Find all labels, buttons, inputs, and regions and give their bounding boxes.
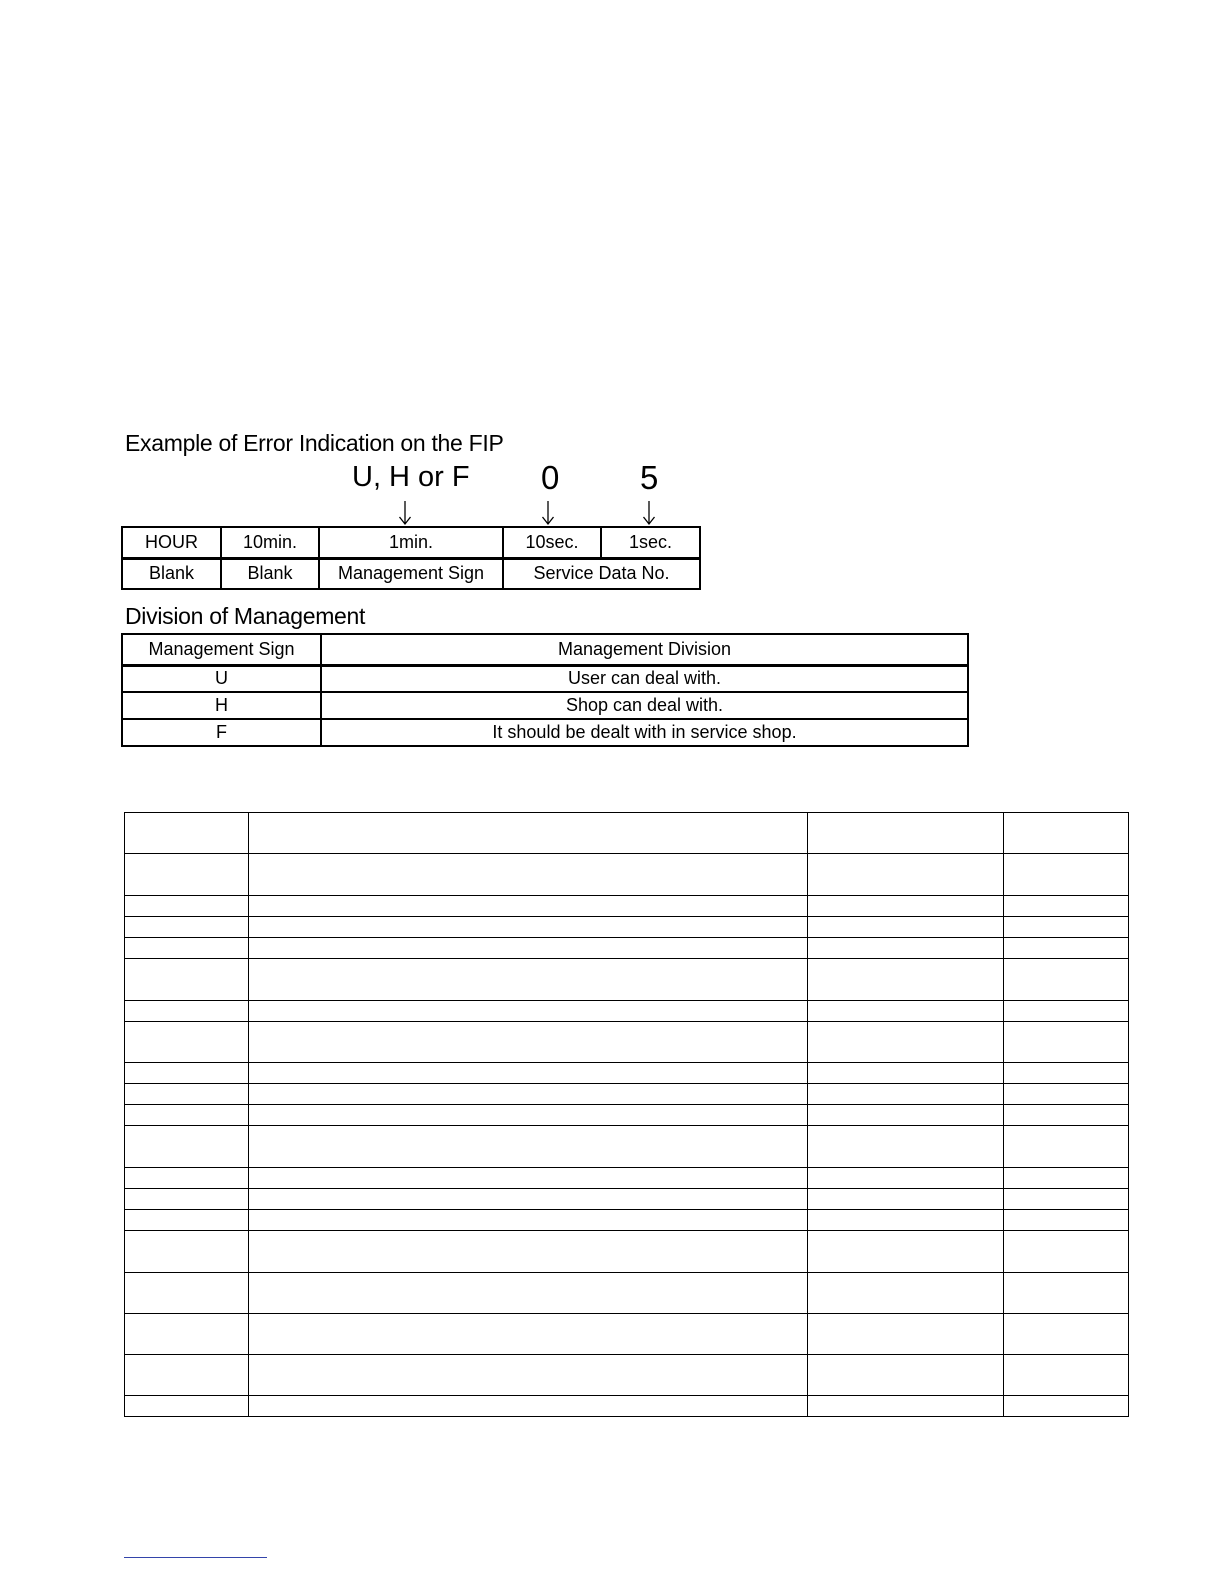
table-cell <box>249 917 808 938</box>
ten-sec-digit-indicator: 0 <box>541 459 560 496</box>
fip-header-cell: 1sec. <box>601 527 700 558</box>
table-cell <box>1004 938 1129 959</box>
table-cell <box>1004 1273 1129 1314</box>
table-cell <box>125 1210 249 1231</box>
table-cell <box>808 1314 1004 1355</box>
arrow-down-icon <box>541 500 555 526</box>
table-cell <box>249 1105 808 1126</box>
table-row <box>125 1189 1129 1210</box>
fip-value-cell: Blank <box>122 558 221 589</box>
table-cell <box>125 1126 249 1168</box>
table-cell <box>249 896 808 917</box>
fip-header-cell: HOUR <box>122 527 221 558</box>
fip-value-cell: Blank <box>221 558 319 589</box>
fip-header-cell: 10sec. <box>503 527 601 558</box>
fip-value-row <box>122 558 700 589</box>
table-row <box>125 1355 1129 1396</box>
table-cell <box>249 1355 808 1396</box>
table-cell <box>808 1355 1004 1396</box>
division-sign-cell: U <box>122 665 321 692</box>
table-cell <box>1004 917 1129 938</box>
table-cell <box>808 1273 1004 1314</box>
fip-example-title: Example of Error Indication on the FIP <box>125 430 504 456</box>
table-cell <box>249 813 808 854</box>
arrow-down-icon <box>642 500 656 526</box>
table-cell <box>1004 1022 1129 1063</box>
table-cell <box>1004 1231 1129 1273</box>
division-sign-cell: F <box>122 719 321 746</box>
table-row <box>125 1210 1129 1231</box>
fip-header-cell: 1min. <box>319 527 503 558</box>
table-cell <box>125 1063 249 1084</box>
table-cell <box>1004 813 1129 854</box>
table-row <box>125 938 1129 959</box>
table-cell <box>1004 1126 1129 1168</box>
table-cell <box>1004 1396 1129 1417</box>
table-cell <box>249 1314 808 1355</box>
one-sec-digit-indicator: 5 <box>640 459 659 496</box>
table-row <box>125 1105 1129 1126</box>
table-cell <box>125 1355 249 1396</box>
table-cell <box>125 1168 249 1189</box>
table-row <box>125 1168 1129 1189</box>
table-cell <box>249 1022 808 1063</box>
division-sign-cell: H <box>122 692 321 719</box>
division-text-cell: It should be dealt with in service shop. <box>321 719 968 746</box>
table-cell <box>249 1084 808 1105</box>
table-cell <box>808 813 1004 854</box>
table-cell <box>249 1210 808 1231</box>
table-row <box>125 1063 1129 1084</box>
table-cell <box>1004 1189 1129 1210</box>
table-row <box>125 1126 1129 1168</box>
table-row <box>125 917 1129 938</box>
table-cell <box>1004 1314 1129 1355</box>
table-row <box>125 1001 1129 1022</box>
fip-header-cell: 10min. <box>221 527 319 558</box>
arrow-down-icon <box>398 500 412 526</box>
table-row <box>125 959 1129 1001</box>
table-cell <box>1004 959 1129 1001</box>
table-cell <box>249 1396 808 1417</box>
table-row <box>125 1396 1129 1417</box>
table-cell <box>1004 1168 1129 1189</box>
table-cell <box>1004 1084 1129 1105</box>
table-cell <box>808 1231 1004 1273</box>
table-cell <box>808 959 1004 1001</box>
table-row <box>125 854 1129 896</box>
table-cell <box>125 896 249 917</box>
empty-service-table <box>124 812 1129 1417</box>
table-cell <box>1004 1001 1129 1022</box>
table-cell <box>125 1396 249 1417</box>
table-cell <box>1004 1210 1129 1231</box>
division-row <box>122 665 968 692</box>
table-row <box>125 1273 1129 1314</box>
division-header-cell: Management Division <box>321 634 968 665</box>
table-cell <box>125 854 249 896</box>
table-row <box>125 1084 1129 1105</box>
table-cell <box>125 1001 249 1022</box>
table-cell <box>125 1273 249 1314</box>
table-cell <box>808 1168 1004 1189</box>
table-cell <box>1004 1105 1129 1126</box>
table-row <box>125 813 1129 854</box>
table-cell <box>1004 896 1129 917</box>
footer-rule <box>124 1557 267 1558</box>
table-cell <box>808 854 1004 896</box>
table-cell <box>125 938 249 959</box>
division-header-row <box>122 634 968 665</box>
table-cell <box>808 1063 1004 1084</box>
table-cell <box>808 896 1004 917</box>
table-cell <box>808 1105 1004 1126</box>
table-cell <box>808 1189 1004 1210</box>
fip-value-cell: Service Data No. <box>503 558 700 589</box>
division-title: Division of Management <box>125 603 366 629</box>
table-row <box>125 896 1129 917</box>
table-cell <box>1004 1355 1129 1396</box>
division-text-cell: User can deal with. <box>321 665 968 692</box>
table-cell <box>249 1063 808 1084</box>
table-cell <box>249 1189 808 1210</box>
fip-header-row <box>122 527 700 558</box>
division-header-cell: Management Sign <box>122 634 321 665</box>
table-cell <box>125 1189 249 1210</box>
table-row <box>125 1231 1129 1273</box>
table-cell <box>125 1231 249 1273</box>
table-row <box>125 1022 1129 1063</box>
table-cell <box>249 1231 808 1273</box>
table-cell <box>808 1126 1004 1168</box>
table-cell <box>808 1210 1004 1231</box>
table-row <box>125 1314 1129 1355</box>
table-cell <box>249 938 808 959</box>
table-cell <box>808 1022 1004 1063</box>
division-row <box>122 719 968 746</box>
table-cell <box>125 1022 249 1063</box>
table-cell <box>249 1126 808 1168</box>
table-cell <box>808 1396 1004 1417</box>
division-table <box>121 633 969 747</box>
fip-value-cell: Management Sign <box>319 558 503 589</box>
table-cell <box>808 917 1004 938</box>
table-cell <box>808 938 1004 959</box>
management-sign-indicator: U, H or F <box>352 461 470 493</box>
table-cell <box>1004 854 1129 896</box>
table-cell <box>125 1084 249 1105</box>
table-cell <box>249 959 808 1001</box>
table-cell <box>249 854 808 896</box>
table-cell <box>1004 1063 1129 1084</box>
division-text-cell: Shop can deal with. <box>321 692 968 719</box>
table-cell <box>125 813 249 854</box>
table-cell <box>125 917 249 938</box>
fip-digit-table <box>121 526 701 590</box>
table-cell <box>125 1314 249 1355</box>
table-cell <box>249 1168 808 1189</box>
table-cell <box>808 1084 1004 1105</box>
table-cell <box>808 1001 1004 1022</box>
table-cell <box>125 959 249 1001</box>
table-cell <box>125 1105 249 1126</box>
table-cell <box>249 1273 808 1314</box>
table-cell <box>249 1001 808 1022</box>
division-row <box>122 692 968 719</box>
